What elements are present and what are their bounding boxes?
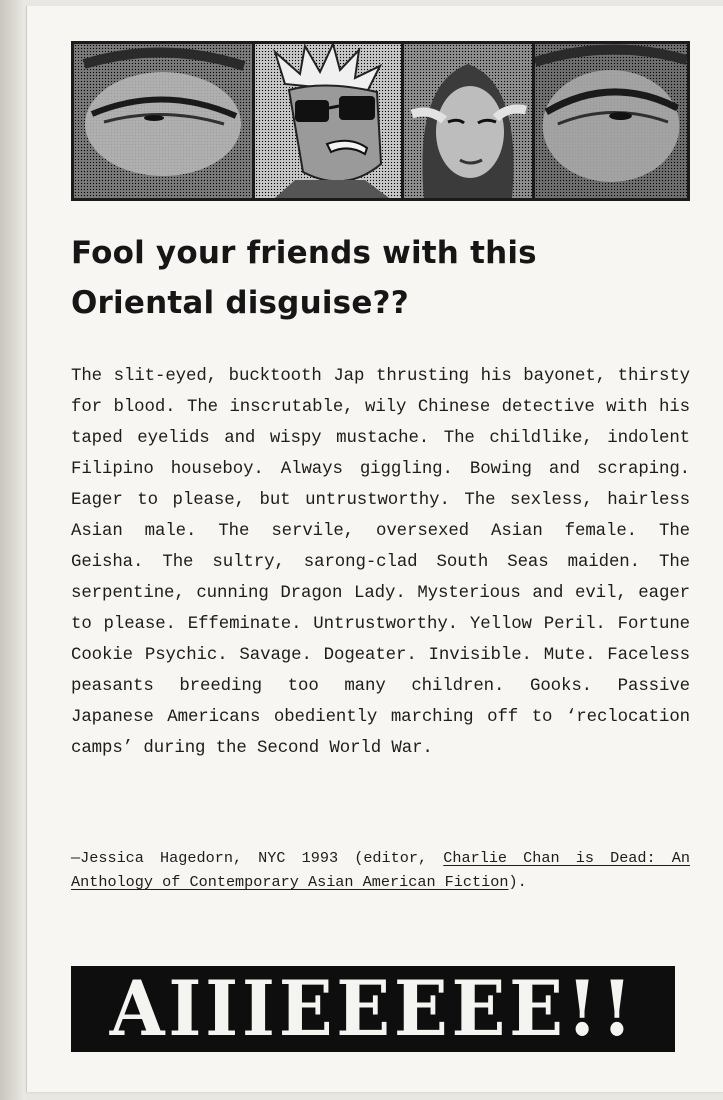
attribution-prefix: —Jessica Hagedorn, NYC 1993 (editor, — [71, 849, 444, 867]
attribution — [71, 846, 690, 894]
attribution-suffix: ). — [508, 873, 527, 891]
banner-text: AIIIEEEEE!! — [109, 966, 637, 1052]
book-spine-shadow — [0, 0, 26, 1100]
headline — [71, 228, 671, 328]
title-banner — [71, 966, 675, 1052]
headline-line-2: Oriental disguise?? — [71, 285, 409, 321]
book-page — [26, 6, 723, 1092]
photo-woman-pulling-eyes — [404, 44, 532, 198]
photo-eye-closeup-left — [74, 44, 252, 198]
photo-strip — [71, 41, 690, 201]
headline-line-1: Fool your friends with this — [71, 235, 537, 271]
photo-caricature-with-glasses — [255, 44, 401, 198]
photo-eye-closeup-right — [535, 44, 687, 198]
book-title: Charlie Chan is Dead: An Anthology of Contemporary Asian American Fiction — [71, 849, 690, 891]
body-paragraph: The slit-eyed, bucktooth Jap thrusting his bayonet, thirsty for blood. The inscrutable, wily Chinese detective with his taped eyelids and wispy mustache. The childlike, indolent Filipino houseboy. Always giggling. Bowing and scraping. Eager to please, but untrustworthy. The sexless, hairless Asian male. The servile, oversexed Asian female. The Geisha. The sultry, sarong-clad South Seas maiden. The serpentine, cunning Dragon Lady. Mysterious and evil, eager to please. Effeminate. Untrustworthy. Yellow Peril. Fortune Cookie Psychic. Savage. Dogeater. Invisible. Mute. Faceless peasants breeding too many children. Gooks. Passive Japanese Americans obediently marching off to ‘reclocation camps’ during the Second World War. — [71, 367, 690, 758]
